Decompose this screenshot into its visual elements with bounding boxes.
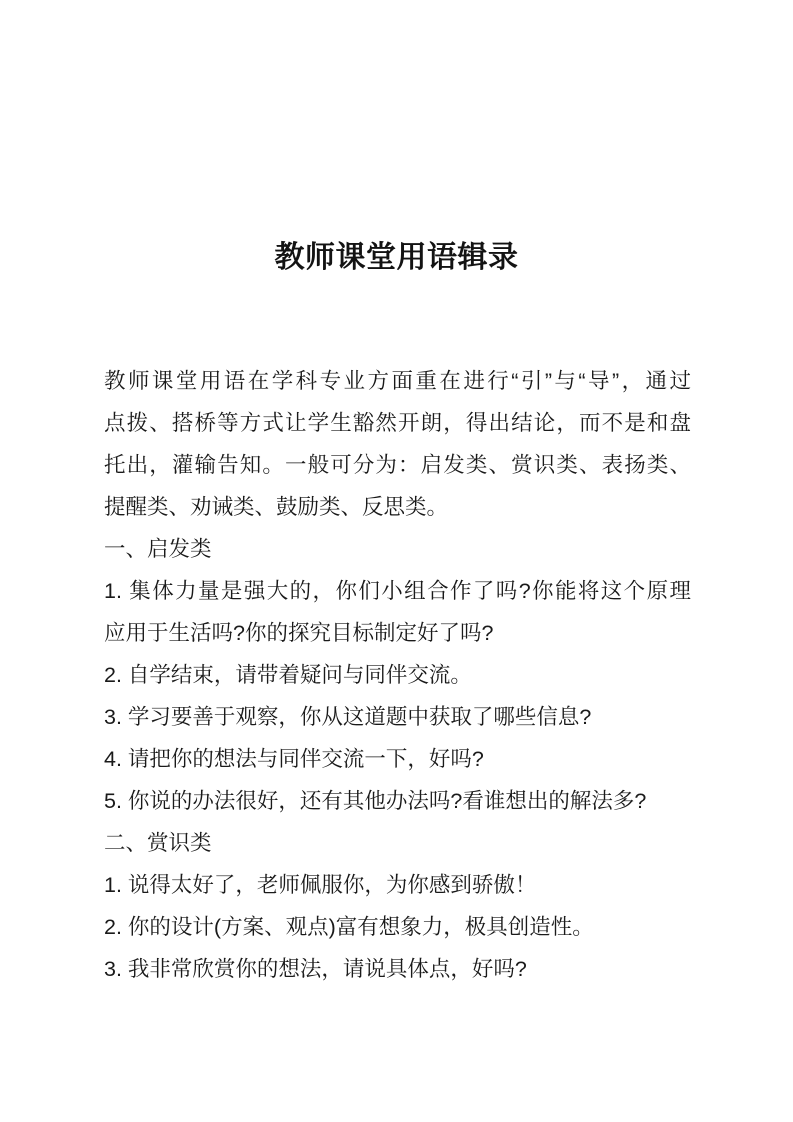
qifa-item-1-line-2: 应用于生活吗?你的探究目标制定好了吗? (104, 621, 494, 645)
qifa-item-3: 3. 学习要善于观察，你从这道题中获取了哪些信息? (104, 705, 592, 729)
shangshi-item-1: 1. 说得太好了，老师佩服你，为你感到骄傲！ (104, 873, 537, 897)
qifa-item-1-line-1: 1. 集体力量是强大的，你们小组合作了吗?你能将这个原理 (104, 579, 691, 603)
qifa-item-4: 4. 请把你的想法与同伴交流一下，好吗? (104, 747, 484, 771)
qifa-item-5: 5. 你说的办法很好，还有其他办法吗?看谁想出的解法多? (104, 789, 647, 813)
document-title: 教师课堂用语辑录 (274, 241, 519, 274)
intro-paragraph-line-3: 托出，灌输告知。一般可分为：启发类、赏识类、表扬类、 (104, 453, 691, 477)
qifa-item-2: 2. 自学结束，请带着疑问与同伴交流。 (104, 663, 472, 687)
section-heading-qifa: 一、启发类 (104, 537, 212, 561)
intro-paragraph-line-1: 教师课堂用语在学科专业方面重在进行“引”与“导”，通过 (104, 369, 691, 393)
shangshi-item-3: 3. 我非常欣赏你的想法，请说具体点，好吗? (104, 957, 527, 981)
intro-paragraph-line-2: 点拨、搭桥等方式让学生豁然开朗，得出结论，而不是和盘 (104, 411, 691, 435)
section-heading-shangshi: 二、赏识类 (104, 831, 212, 855)
document-body (104, 360, 691, 990)
shangshi-item-2: 2. 你的设计(方案、观点)富有想象力，极具创造性。 (104, 915, 594, 939)
intro-paragraph-line-4: 提醒类、劝诫类、鼓励类、反思类。 (104, 495, 449, 519)
